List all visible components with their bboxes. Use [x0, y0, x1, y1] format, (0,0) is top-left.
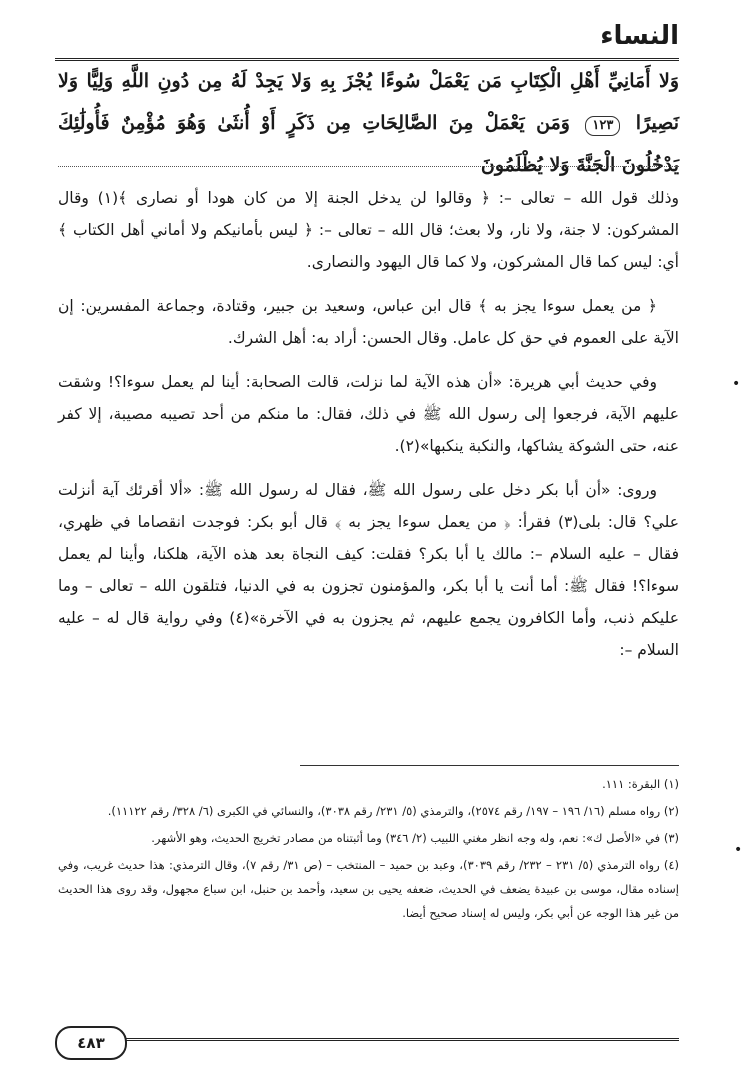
verse-divider	[58, 166, 679, 167]
footnote: (٢) رواه مسلم (١٦/ ١٩٦ – ١٩٧/ رقم ٢٥٧٤)، والترمذي (٥/ ٢٣١/ رقم ٣٠٣٨)، والنسائي في الكبرى (٦/ ٣٢٨/ رقم ١١١٢٢).	[107, 804, 679, 818]
footnote: (١) البقرة: ١١١.	[602, 777, 679, 791]
paragraph: ﴿ من يعمل سوءا يجز به ﴾ قال ابن عباس، وسعيد بن جبير، وقتادة، وجماعة المفسرين: إن الآية على العموم في حق كل عامل. وقال الحسن: أراد به: أهل الشرك.	[58, 297, 679, 347]
quran-verse	[58, 60, 679, 186]
page-header	[55, 20, 679, 54]
footnotes	[58, 772, 679, 928]
footer-rule	[115, 1038, 679, 1041]
page-number: ٤٨٣	[55, 1026, 127, 1060]
verse-line-2: وَمَن يَعْمَلْ مِنَ الصَّالِحَاتِ مِن ذَكَرٍ أَوْ أُنثَىٰ وَهُوَ مُؤْمِنٌ فَأُولَٰئِكَ يَدْخُلُونَ الْجَنَّةَ وَلا يُظْلَمُونَ	[58, 112, 679, 176]
surah-title: النساء	[600, 21, 679, 51]
paragraph: وفي حديث أبي هريرة: «أن هذه الآية لما نزلت، قالت الصحابة: أينا لم يعمل سوءا؟! وشقت عليهم الآية، فرجعوا إلى رسول الله ﷺ في ذلك، فقال: ما منكم من أحد تصيبه مصيبة، إلا كفر عنه، حتى الشوكة يشاكها، والنكبة ينكبها»(٢).	[58, 373, 679, 455]
commentary-body	[58, 182, 679, 678]
margin-dot: •	[732, 376, 741, 392]
footnote-divider	[300, 765, 679, 766]
margin-dot: •	[734, 842, 742, 858]
footnote: (٣) في «الأصل ك»: نعم، وله وجه انظر مغني اللبيب (٢/ ٣٤٦) وما أثبتناه من مصادر تخريج الحديث، وهو الأشهر.	[151, 831, 679, 845]
verse-number-marker: ١٢٣	[585, 116, 620, 136]
paragraph: وذلك قول الله – تعالى –: ﴿ وقالوا لن يدخل الجنة إلا من كان هودا أو نصارى ﴾(١) وقال المشركون: لا جنة، ولا نار، ولا بعث؛ قال الله – تعالى –: ﴿ ليس بأمانيكم ولا أماني أهل الكتاب ﴾ أي: ليس كما قال المشركون، ولا كما قال اليهود والنصارى.	[58, 189, 679, 271]
page-footer	[55, 1022, 679, 1062]
verse-line-1: وَلا أَمَانِيِّ أَهْلِ الْكِتَابِ مَن يَعْمَلْ سُوءًا يُجْزَ بِهِ وَلا يَجِدْ لَهُ مِن دُونِ اللَّهِ وَلِيًّا وَلا نَصِيرًا	[58, 70, 679, 134]
footnote: (٤) رواه الترمذي (٥/ ٢٣١ – ٢٣٢/ رقم ٣٠٣٩)، وعبد بن حميد – المنتخب – (ص ٣١/ رقم ٧)، وقال الترمذي: هذا حديث غريب، وفي إسناده مقال، موسى بن عبيدة يضعف في الحديث، ضعفه يحيى بن سعيد، وأحمد بن حنبل، ابن سباع مجهول، وقد روى هذا الحديث من غير هذا الوجه عن أبي بكر، وليس له إسناد صحيح أيضا.	[58, 858, 680, 920]
paragraph: وروى: «أن أبا بكر دخل على رسول الله ﷺ، فقال له رسول الله ﷺ: «ألا أقرئك آية أنزلت علي؟ قال: بلى(٣) فقرأ: ﴿ من يعمل سوءا يجز به ﴾ قال أبو بكر: فوجدت انقصاما في ظهري، فقال – عليه السلام –: مالك يا أبا بكر؟ فقلت: كيف النجاة بعد هذه الآية، هلكنا، وأينا لم يعمل سوءا؟! فقال ﷺ: أما أنت يا أبا بكر، والمؤمنون تجزون به في الدنيا، فتلقون الله – تعالى – وما عليكم ذنب، وأما الكافرون يجمع عليهم، ثم يجزون به في الآخرة»(٤) وفي رواية قال له – عليه السلام –:	[58, 481, 679, 659]
